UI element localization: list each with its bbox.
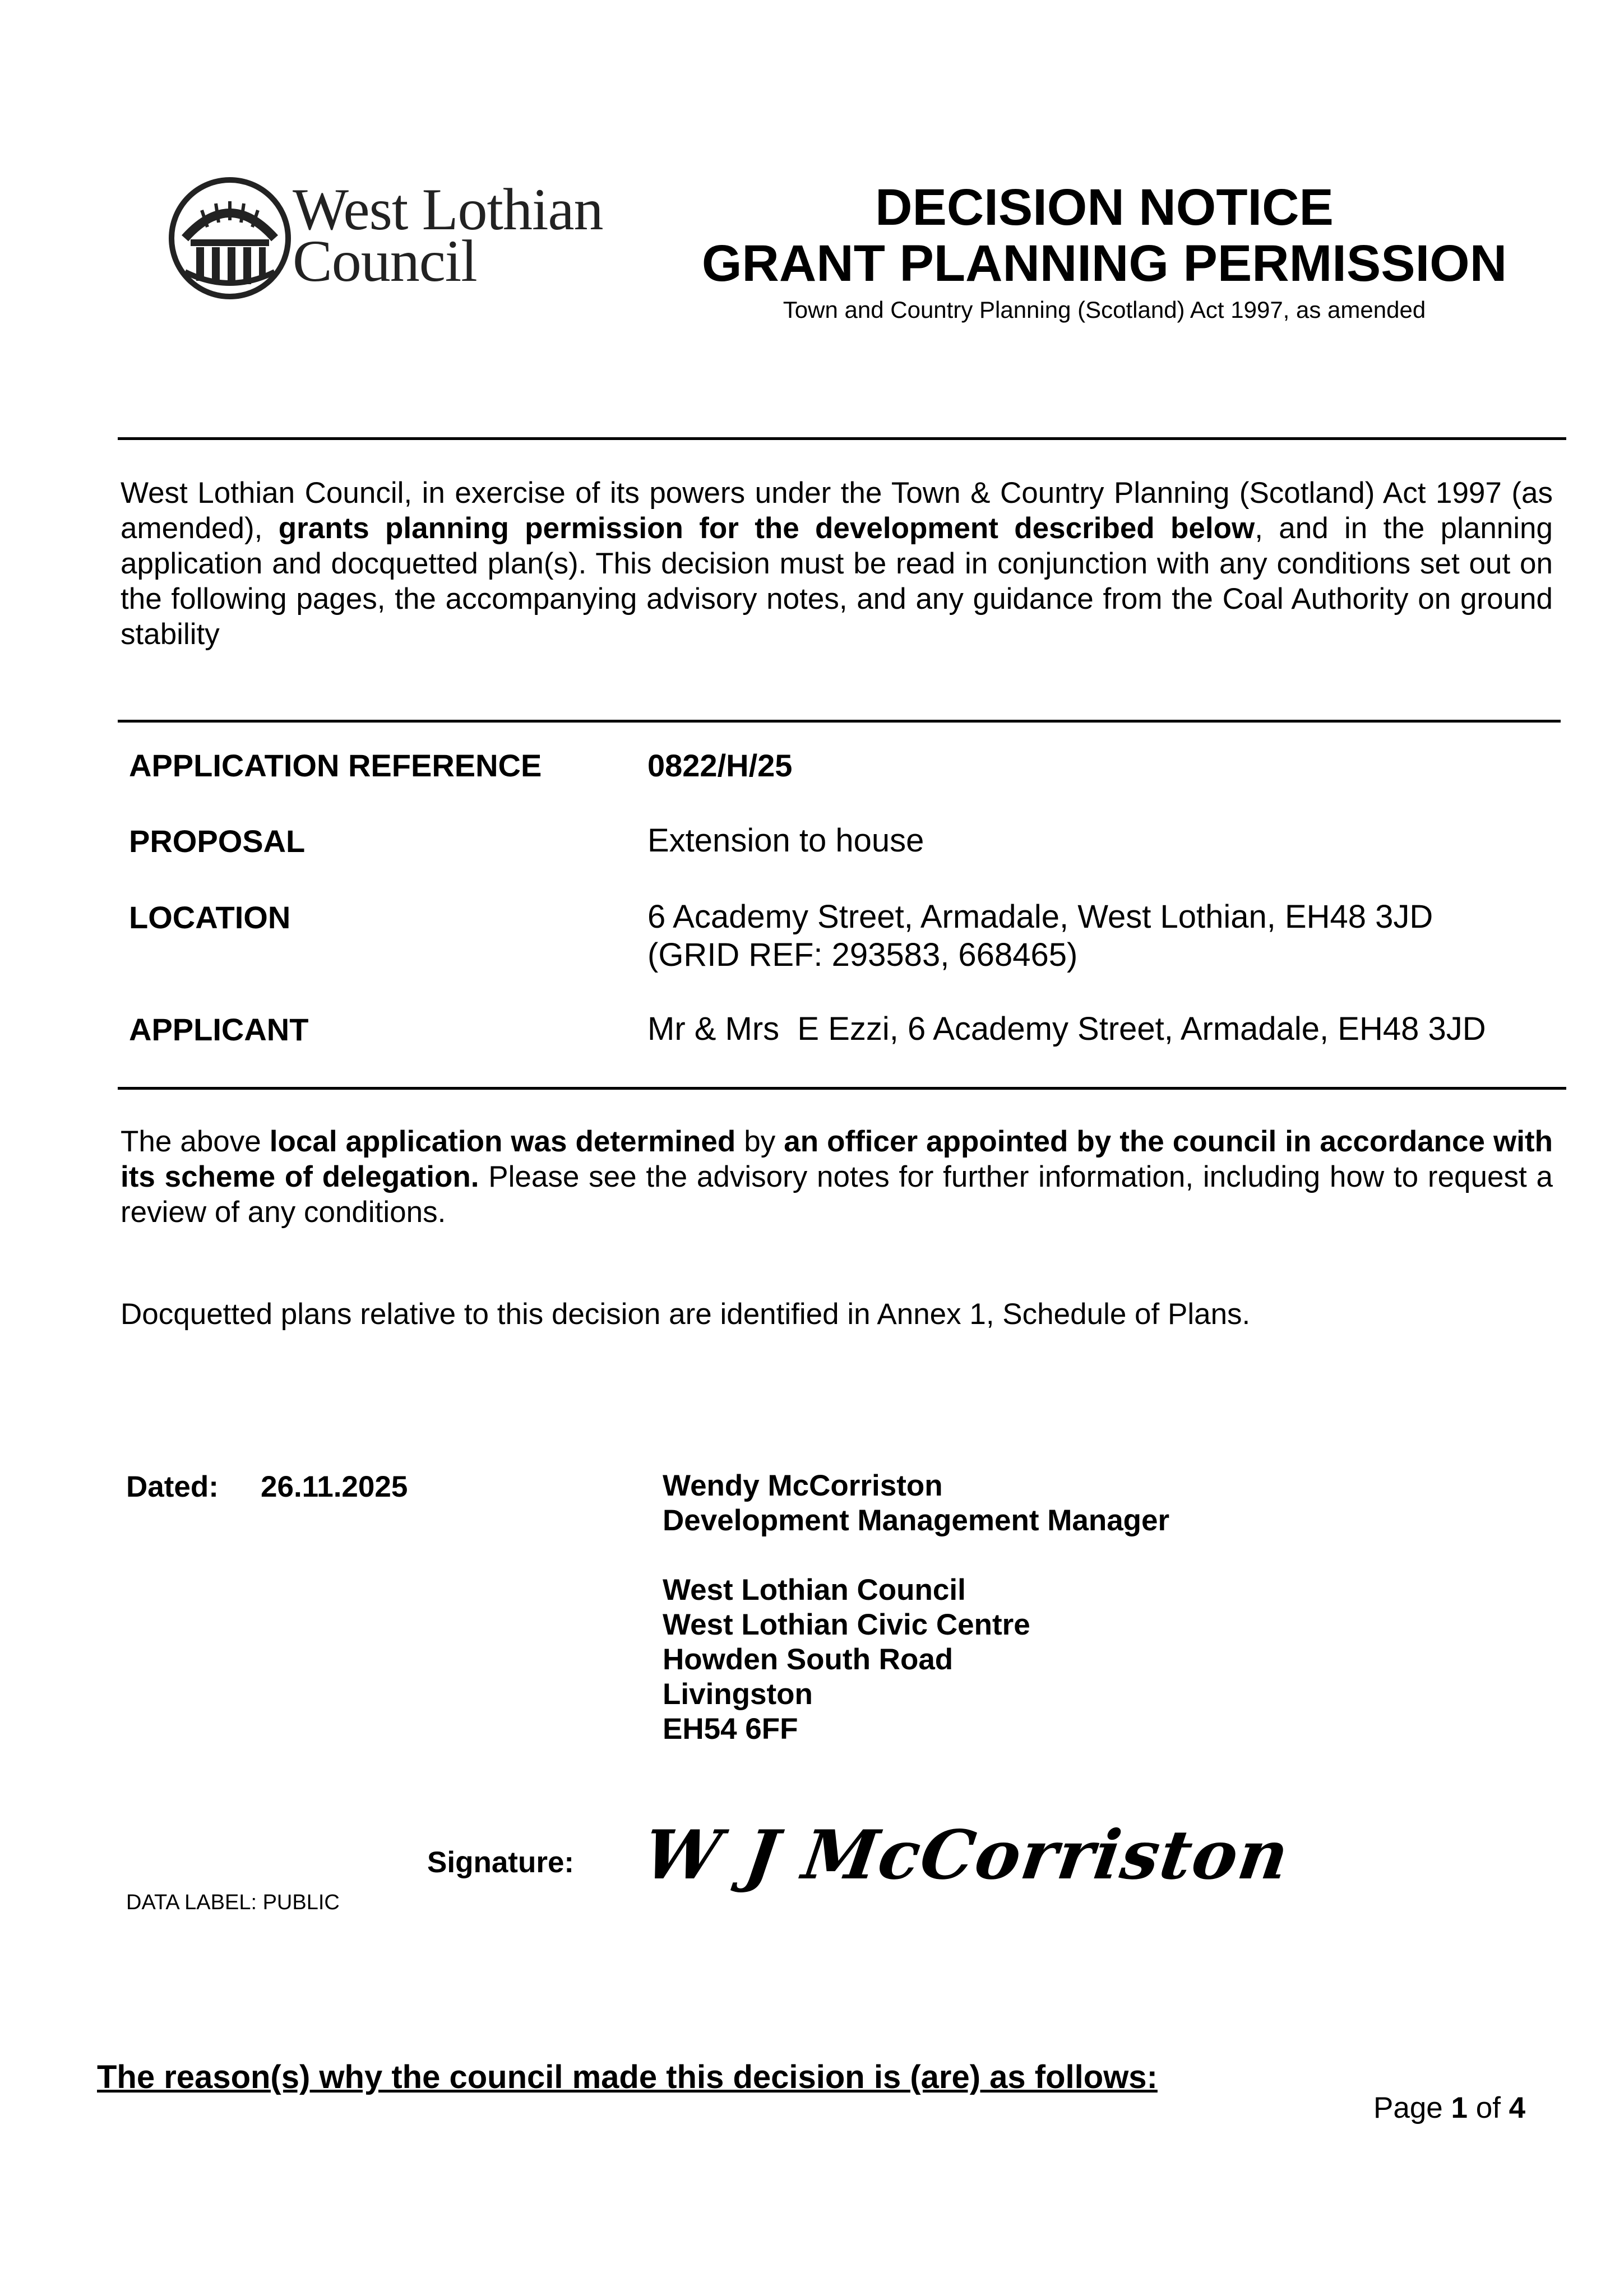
- of-word: of: [1475, 2091, 1501, 2124]
- proposal-value: Extension to house: [647, 822, 924, 859]
- handwritten-signature: W J McCorriston: [639, 1816, 1294, 1895]
- ref-value: 0822/H/25: [647, 748, 793, 783]
- address-line-4: Livingston: [663, 1678, 813, 1711]
- page-number: [1373, 2091, 1525, 2126]
- det-bold-1: local application was determined: [269, 1125, 736, 1158]
- divider-details-top: [118, 720, 1561, 723]
- council-logo: [168, 174, 617, 303]
- det-text-2: by: [735, 1125, 784, 1158]
- location-grid-ref: (GRID REF: 293583, 668465): [647, 937, 1078, 973]
- intro-text-2: , and in the planning application and docquetted plan(s). This decision must be read in conjunction with any conditions set out on the following pages, the accompanying advisory notes, and any guidance from the Coal Authority on ground stability: [121, 512, 1553, 651]
- dated-label: Dated:: [126, 1470, 219, 1503]
- proposal-label: PROPOSAL: [129, 823, 306, 859]
- intro-text-bold: grants planning permission for the development described below: [278, 512, 1255, 545]
- notice-title: DECISION NOTICE: [875, 179, 1334, 236]
- location-address: 6 Academy Street, Armadale, West Lothian, EH48 3JD: [647, 899, 1433, 935]
- docquetted-note: Docquetted plans relative to this decision are identified in Annex 1, Schedule of Plans.: [121, 1298, 1251, 1331]
- det-text-3: Please see the advisory notes for further information, including how to request a review of any conditions.: [121, 1160, 1553, 1229]
- notice-subtitle: GRANT PLANNING PERMISSION: [701, 235, 1507, 292]
- officer-name: Wendy McCorriston: [663, 1469, 943, 1502]
- intro-paragraph: [121, 475, 1553, 652]
- address-line-2: West Lothian Civic Centre: [663, 1608, 1030, 1641]
- divider-details-bottom: [118, 1087, 1566, 1090]
- logo-line-2: Council: [293, 228, 477, 294]
- signature-label: Signature:: [427, 1846, 575, 1879]
- divider-top: [118, 437, 1566, 440]
- act-reference: Town and Country Planning (Scotland) Act 1997, as amended: [783, 297, 1426, 323]
- address-line-3: Howden South Road: [663, 1643, 954, 1676]
- dated-value: 26.11.2025: [261, 1470, 408, 1503]
- data-label: DATA LABEL: PUBLIC: [126, 1891, 340, 1914]
- page-word: Page: [1373, 2091, 1443, 2124]
- viaduct-emblem-icon: [168, 177, 292, 300]
- location-label: LOCATION: [129, 900, 291, 935]
- intro-text-1: West Lothian Council, in exercise of its powers under the Town & Country Planning (Scotland) Act 1997 (as amended),: [121, 476, 1553, 545]
- logo-line-1: West Lothian: [293, 177, 603, 242]
- page-total: 4: [1509, 2091, 1526, 2124]
- officer-role: Development Management Manager: [663, 1504, 1170, 1537]
- address-line-1: West Lothian Council: [663, 1573, 966, 1607]
- det-text-1: The above: [121, 1125, 270, 1158]
- ref-label: APPLICATION REFERENCE: [129, 748, 542, 783]
- det-bold-2: an officer appointed by the council in accordance with its scheme of delegation.: [121, 1125, 1553, 1193]
- address-line-5: EH54 6FF: [663, 1712, 798, 1746]
- officer-block: [663, 1469, 1169, 1747]
- location-value: [647, 898, 1433, 974]
- page-current: 1: [1451, 2091, 1468, 2124]
- determination-paragraph: [121, 1124, 1553, 1230]
- logo-wordmark: [293, 177, 603, 294]
- applicant-value: Mr & Mrs E Ezzi, 6 Academy Street, Armadale, EH48 3JD: [647, 1011, 1486, 1047]
- applicant-label: APPLICANT: [129, 1012, 309, 1047]
- reasons-heading: The reason(s) why the council made this decision is (are) as follows:: [97, 2059, 1158, 2095]
